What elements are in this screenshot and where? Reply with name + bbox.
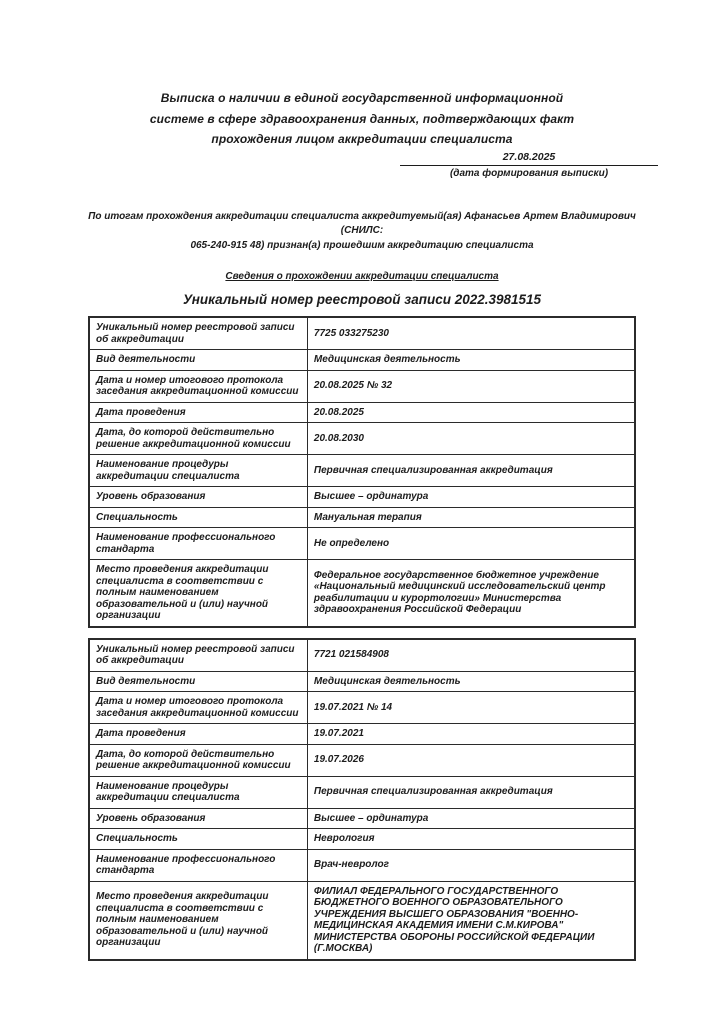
row-label: Уровень образования — [89, 487, 307, 508]
row-label: Дата проведения — [89, 402, 307, 423]
row-value: Медицинская деятельность — [307, 350, 635, 371]
section-heading: Сведения о прохождении аккредитации специалиста — [225, 271, 499, 282]
row-label: Наименование процедуры аккредитации специалиста — [89, 776, 307, 808]
row-label: Дата и номер итогового протокола заседания аккредитационной комиссии — [89, 370, 307, 402]
row-value: Федеральное государственное бюджетное учреждение «Национальный медицинский исследовательский центр реабилитации и курортологии» Министерства здравоохранения Российской Федерации — [307, 560, 635, 627]
row-value: 7725 033275230 — [307, 317, 635, 350]
row-label: Место проведения аккредитации специалиста в соответствии с полным наименованием образовательной и (или) научной организации — [89, 881, 307, 960]
table-row — [89, 423, 635, 455]
formation-date: 27.08.2025 — [400, 151, 658, 166]
row-label: Наименование профессионального стандарта — [89, 528, 307, 560]
table-row — [89, 724, 635, 745]
table-row — [89, 829, 635, 850]
row-value: Не определено — [307, 528, 635, 560]
row-label: Уникальный номер реестровой записи об аккредитации — [89, 639, 307, 672]
table-row — [89, 849, 635, 881]
accreditation-table-2 — [88, 638, 636, 961]
table-row — [89, 881, 635, 960]
document-title-line-3: прохождения лицом аккредитации специалиста — [211, 132, 513, 146]
table-row — [89, 370, 635, 402]
row-value: Неврология — [307, 829, 635, 850]
document-title-line-1: Выписка о наличии в единой государственной информационной — [160, 91, 564, 105]
row-label: Дата, до которой действительно решение аккредитационной комиссии — [89, 423, 307, 455]
row-label: Наименование профессионального стандарта — [89, 849, 307, 881]
row-value: 20.08.2025 № 32 — [307, 370, 635, 402]
row-value: Мануальная терапия — [307, 507, 635, 528]
table-row — [89, 402, 635, 423]
table-row — [89, 560, 635, 627]
row-value: 19.07.2021 — [307, 724, 635, 745]
table-row — [89, 507, 635, 528]
row-label: Вид деятельности — [89, 350, 307, 371]
row-label: Дата, до которой действительно решение аккредитационной комиссии — [89, 744, 307, 776]
intro-line-2: 065-240-915 48) признан(а) прошедшим аккредитацию специалиста — [190, 239, 534, 251]
document-title-line-2: системе в сфере здравоохранения данных, подтверждающих факт — [149, 111, 575, 126]
row-value: ФИЛИАЛ ФЕДЕРАЛЬНОГО ГОСУДАРСТВЕННОГО БЮДЖЕТНОГО ВОЕННОГО ОБРАЗОВАТЕЛЬНОГО УЧРЕЖДЕНИЯ ВЫСШЕГО ОБРАЗОВАНИЯ "ВОЕННО-МЕДИЦИНСКАЯ АКАДЕМИЯ ИМЕНИ С.М.КИРОВА" МИНИСТЕРСТВА ОБОРОНЫ РОССИЙСКОЙ ФЕДЕРАЦИИ (Г.МОСКВА) — [307, 881, 635, 960]
table-row — [89, 692, 635, 724]
row-label: Уникальный номер реестровой записи об аккредитации — [89, 317, 307, 350]
table-row — [89, 350, 635, 371]
table-row — [89, 487, 635, 508]
formation-date-block — [400, 151, 658, 179]
table-row — [89, 808, 635, 829]
table-row — [89, 528, 635, 560]
table-row — [89, 671, 635, 692]
row-value: 7721 021584908 — [307, 639, 635, 672]
row-value: Врач-невролог — [307, 849, 635, 881]
row-label: Дата проведения — [89, 724, 307, 745]
table-row — [89, 776, 635, 808]
row-value: 20.08.2030 — [307, 423, 635, 455]
row-value: Медицинская деятельность — [307, 671, 635, 692]
row-value: 19.07.2026 — [307, 744, 635, 776]
row-value: Первичная специализированная аккредитация — [307, 776, 635, 808]
formation-date-caption: (дата формирования выписки) — [449, 168, 609, 179]
row-value: 19.07.2021 № 14 — [307, 692, 635, 724]
table-row — [89, 744, 635, 776]
table-row — [89, 455, 635, 487]
table-row — [89, 639, 635, 672]
accreditation-table-1 — [88, 316, 636, 628]
row-label: Дата и номер итогового протокола заседания аккредитационной комиссии — [89, 692, 307, 724]
row-value: Высшее – ординатура — [307, 808, 635, 829]
document-title — [88, 88, 636, 150]
intro-paragraph — [88, 210, 636, 254]
row-label: Уровень образования — [89, 808, 307, 829]
table-row — [89, 317, 635, 350]
intro-line-1: По итогам прохождения аккредитации специалиста аккредитуемый(ая) Афанасьев Артем Владимирович (СНИЛС: — [88, 210, 636, 236]
row-label: Вид деятельности — [89, 671, 307, 692]
row-label: Специальность — [89, 507, 307, 528]
row-value: Первичная специализированная аккредитация — [307, 455, 635, 487]
row-value: 20.08.2025 — [307, 402, 635, 423]
row-value: Высшее – ординатура — [307, 487, 635, 508]
row-label: Наименование процедуры аккредитации специалиста — [89, 455, 307, 487]
row-label: Место проведения аккредитации специалиста в соответствии с полным наименованием образовательной и (или) научной организации — [89, 560, 307, 627]
row-label: Специальность — [89, 829, 307, 850]
registry-record-heading: Уникальный номер реестровой записи 2022.3981515 — [182, 292, 542, 307]
